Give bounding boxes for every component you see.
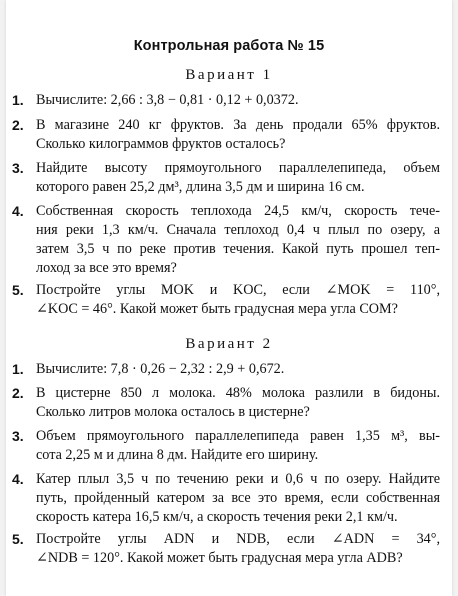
v2-task-1 — [12, 360, 440, 379]
task-text-line: которого равен 25,2 дм³, длина 3,5 дм и ширина 16 см. — [36, 179, 365, 195]
worksheet-page — [6, 0, 452, 596]
task-text-line: Найдите высоту прямоугольного параллелепипеда, объем — [36, 160, 440, 176]
task-number: 2. — [12, 117, 24, 133]
task-number: 5. — [12, 282, 24, 298]
task-number: 3. — [12, 160, 24, 176]
task-text-line: ∠KOC = 46°. Какой может быть градусная мера угла COM? — [36, 301, 398, 317]
task-text-line: Постройте углы MOK и KOC, если ∠MOK = 110°, — [36, 282, 440, 298]
task-number: 5. — [12, 531, 24, 547]
task-text-line: Вычислите: 2,66 : 3,8 − 0,81 · 0,12 + 0,0372. — [36, 92, 299, 108]
v2-task-2 — [12, 384, 440, 422]
task-text-line: Собственная скорость теплохода 24,5 км/ч, скорость тече- — [36, 203, 440, 219]
v1-task-3 — [12, 159, 440, 197]
task-text-line: В цистерне 850 л молока. 48% молока разлили в бидоны. — [36, 385, 440, 401]
v1-task-1 — [12, 91, 440, 110]
task-text-line: В магазине 240 кг фруктов. За день продали 65% фруктов. — [36, 117, 440, 133]
task-text-line: лоход за все это время? — [36, 260, 177, 276]
task-text-line: ния реки 1,3 км/ч. Сначала теплоход 0,4 ч плыл по озеру, а — [36, 222, 440, 238]
task-text-line: путь, пройденный катером за все это время, если собственная — [36, 490, 440, 506]
page-title: Контрольная работа № 15 — [133, 38, 325, 54]
variant-1-heading: Вариант 1 — [185, 67, 273, 83]
task-text-line: затем 3,5 ч по реке против течения. Какой путь прошел теп- — [36, 241, 440, 257]
task-text-line: Постройте углы ADN и NDB, если ∠ADN = 34°, — [36, 531, 440, 547]
task-text-line: сота 2,25 м и длина 8 дм. Найдите его ширину. — [36, 447, 319, 463]
v2-task-3 — [12, 427, 440, 465]
variant-2-heading: Вариант 2 — [185, 336, 273, 352]
task-number: 4. — [12, 471, 24, 487]
task-text-line: Объем прямоугольного параллелепипеда равен 1,35 м³, вы- — [36, 428, 440, 444]
v1-task-4 — [12, 202, 440, 278]
task-text-line: Сколько килограммов фруктов осталось? — [36, 136, 286, 152]
task-number: 1. — [12, 92, 24, 108]
task-text-line: Вычислите: 7,8 · 0,26 − 2,32 : 2,9 + 0,672. — [36, 361, 285, 377]
task-text-line: скорость катера 16,5 км/ч, а скорость течения реки 2,1 км/ч. — [36, 509, 398, 525]
task-text-line: ∠NDB = 120°. Какой может быть градусная мера угла ADB? — [36, 550, 403, 566]
task-number: 4. — [12, 203, 24, 219]
task-number: 1. — [12, 361, 24, 377]
v1-task-2 — [12, 116, 440, 154]
task-number: 2. — [12, 385, 24, 401]
v2-task-4 — [12, 470, 440, 527]
task-text-line: Катер плыл 3,5 ч по течению реки и 0,6 ч по озеру. Найдите — [36, 471, 440, 487]
task-number: 3. — [12, 428, 24, 444]
task-text-line: Сколько литров молока осталось в цистерне? — [36, 404, 310, 420]
v1-task-5 — [12, 281, 440, 319]
v2-task-5 — [12, 530, 440, 568]
